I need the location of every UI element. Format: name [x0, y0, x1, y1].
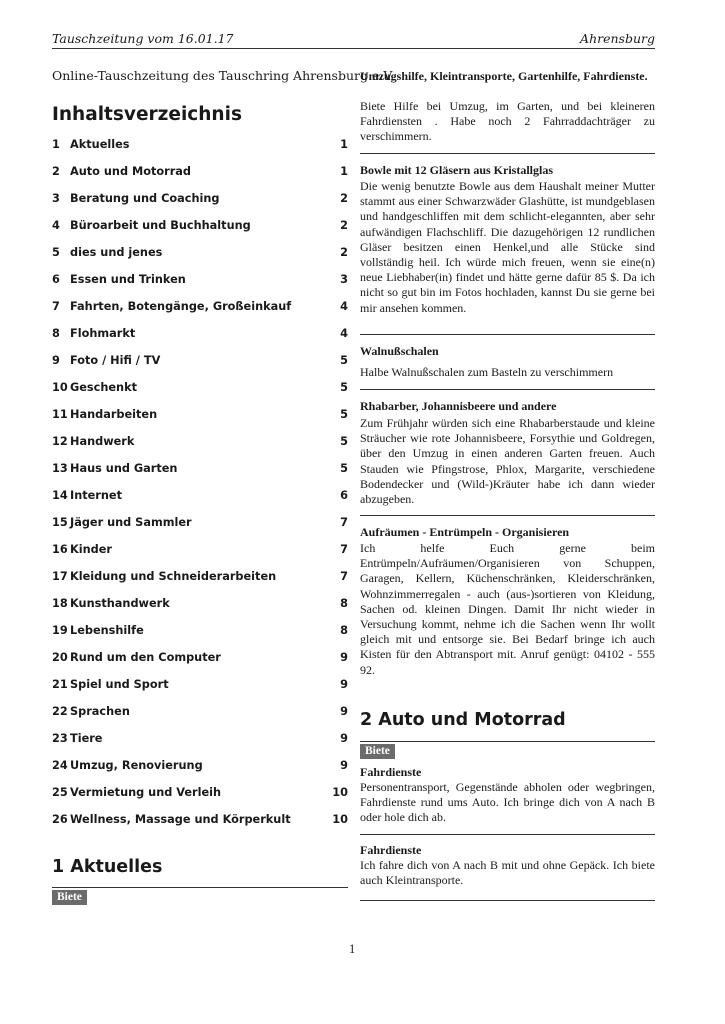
ad-title: Fahrdienste [360, 843, 422, 857]
toc-entry-number: 8 [52, 327, 60, 340]
ad-title: Aufräumen - Entrümpeln - Organisieren [360, 525, 570, 539]
toc-entry-essen[interactable] [52, 272, 348, 299]
toc-entry-label: Vermietung und Verleih [70, 786, 222, 799]
toc-entry-handarbeiten[interactable] [52, 407, 348, 434]
toc-entry-tiere[interactable] [52, 731, 348, 758]
toc-entry-label: Auto und Motorrad [70, 165, 192, 178]
toc-entry-label: Kleidung und Schneiderarbeiten [70, 570, 277, 583]
ad-title: Bowle mit 12 Gläsern aus Kristallglas [360, 163, 553, 177]
toc-heading: Inhaltsverzeichnis [52, 104, 242, 125]
toc-entry-number: 3 [52, 192, 60, 205]
toc-entry-number: 20 [52, 651, 68, 664]
toc-entry-number: 9 [52, 354, 60, 367]
toc-entry-label: Flohmarkt [70, 327, 136, 340]
toc-entry-number: 11 [52, 408, 68, 421]
toc-entry-number: 16 [52, 543, 68, 556]
toc-entry-label: Foto / Hifi / TV [70, 354, 161, 367]
toc-entry-number: 5 [52, 246, 60, 259]
ad-divider [360, 515, 655, 516]
toc-entry-label: Aktuelles [70, 138, 130, 151]
ad-title: Umzugshilfe, Kleintransporte, Gartenhilfe, Fahrdienste. [360, 69, 648, 83]
intro-text: Online-Tauschzeitung des Tauschring Ahrensburg e.V. [52, 68, 395, 83]
toc-entry-label: Tiere [70, 732, 103, 745]
toc-entry-page: 5 [340, 435, 348, 448]
toc-entry-label: Lebenshilfe [70, 624, 144, 637]
toc-entry-kleidung[interactable] [52, 569, 348, 596]
toc-entry-label: Sprachen [70, 705, 130, 718]
ad-divider [360, 153, 655, 154]
ad-body: Zum Frühjahr würden sich eine Rhabarberstaude und kleine Sträucher wie rote Johannisbeere, Forsythie und Goldregen, über den Umzug in einen anderen Garten freuen. Auch Stauden wie Pfingstrose, Phlox, Margarite, verschiedene Bodendecker und (Wild-)Kräuter habe ich dann wieder abzugeben. [360, 416, 655, 507]
toc-entry-geschenkt[interactable] [52, 380, 348, 407]
toc-entry-sprachen[interactable] [52, 704, 348, 731]
toc-entry-bueroarbeit[interactable] [52, 218, 348, 245]
toc-entry-page: 4 [340, 327, 348, 340]
toc-entry-page: 8 [340, 597, 348, 610]
ad-body: Die wenig benutzte Bowle aus dem Haushalt meiner Mutter stammt aus einer Schwarzwäder Glashütte, ist mundgeblasen und handgeschliffen mit dem schlicht-elegannten, aber sehr aufwändigen Flachschliff. Die dazugehörigen 12 rundlichen Gläser besitzen einen Henkel,und alle Stücke sind vollständig heil. Ich würde mich freuen, wenn sie eine(n) neue Liebhaber(in) findet und hätte gerne dafür 85 $. Da ich nicht so gut bin im Fotos hochladen, kannst Du sie gerne bei mir ansehen kommen. [360, 179, 655, 315]
toc-entry-number: 22 [52, 705, 68, 718]
toc-entry-spiel-und-sport[interactable] [52, 677, 348, 704]
offer-badge: Biete [360, 744, 395, 759]
toc-list [52, 137, 348, 839]
toc-entry-label: Haus und Garten [70, 462, 178, 475]
toc-entry-foto[interactable] [52, 353, 348, 380]
ad-body: Biete Hilfe bei Umzug, im Garten, und bei kleineren Fahrdiensten . Habe noch 2 Fahrraddachträger zu verschimmern. [360, 99, 655, 144]
toc-entry-page: 5 [340, 381, 348, 394]
toc-entry-page: 6 [340, 489, 348, 502]
toc-entry-dies-und-jenes[interactable] [52, 245, 348, 272]
toc-entry-flohmarkt[interactable] [52, 326, 348, 353]
section-divider [360, 741, 655, 742]
ad-body: Ich fahre dich von A nach B mit und ohne Gepäck. Ich biete auch Kleintransporte. [360, 858, 655, 888]
ad-divider [360, 834, 655, 835]
ad-divider [360, 900, 655, 901]
ad-divider [360, 389, 655, 390]
toc-entry-page: 4 [340, 300, 348, 313]
toc-entry-label: Rund um den Computer [70, 651, 221, 664]
toc-entry-page: 5 [340, 354, 348, 367]
ad-divider [360, 334, 655, 335]
toc-entry-page: 7 [340, 570, 348, 583]
ad-body: Personentransport, Gegenstände abholen oder wegbringen, Fahrdienste rund ums Auto. Ich bringe dich von A nach B oder hole dich ab. [360, 780, 655, 825]
toc-entry-number: 18 [52, 597, 68, 610]
toc-entry-number: 25 [52, 786, 68, 799]
toc-entry-page: 9 [340, 651, 348, 664]
toc-entry-page: 9 [340, 732, 348, 745]
toc-entry-label: Wellness, Massage und Körperkult [70, 813, 291, 826]
section-heading-auto-und-motorrad: 2 Auto und Motorrad [360, 710, 566, 730]
toc-entry-page: 2 [340, 219, 348, 232]
header-divider [52, 48, 655, 49]
toc-entry-number: 13 [52, 462, 68, 475]
toc-entry-page: 2 [340, 246, 348, 259]
toc-entry-number: 12 [52, 435, 68, 448]
toc-entry-internet[interactable] [52, 488, 348, 515]
toc-entry-label: Spiel und Sport [70, 678, 169, 691]
toc-entry-page: 1 [340, 138, 348, 151]
toc-entry-label: Umzug, Renovierung [70, 759, 203, 772]
toc-entry-lebenshilfe[interactable] [52, 623, 348, 650]
toc-entry-page: 7 [340, 516, 348, 529]
offer-badge: Biete [52, 890, 87, 905]
toc-entry-page: 9 [340, 759, 348, 772]
toc-entry-label: Kinder [70, 543, 112, 556]
toc-entry-number: 7 [52, 300, 60, 313]
ad-title: Fahrdienste [360, 765, 422, 779]
toc-entry-number: 24 [52, 759, 68, 772]
toc-entry-page: 3 [340, 273, 348, 286]
toc-entry-label: Jäger und Sammler [70, 516, 192, 529]
toc-entry-label: Geschenkt [70, 381, 138, 394]
toc-entry-kunsthandwerk[interactable] [52, 596, 348, 623]
ad-title: Walnußschalen [360, 344, 439, 358]
toc-entry-label: Internet [70, 489, 122, 502]
header-title: Tauschzeitung vom 16.01.17 [52, 31, 234, 46]
toc-entry-page: 10 [332, 813, 348, 826]
toc-entry-label: Büroarbeit und Buchhaltung [70, 219, 251, 232]
toc-entry-label: dies und jenes [70, 246, 163, 259]
toc-entry-number: 21 [52, 678, 68, 691]
toc-entry-page: 10 [332, 786, 348, 799]
toc-entry-label: Handwerk [70, 435, 135, 448]
toc-entry-number: 2 [52, 165, 60, 178]
toc-entry-page: 9 [340, 678, 348, 691]
toc-entry-number: 14 [52, 489, 68, 502]
ad-body: Ich helfe Euch gerne beim Entrümpeln/Aufräumen/Organisieren von Schuppen, Garagen, Kellern, Küchenschränken, Kleiderschränken, Wohnzimmerregalen - auch (aus-)sortieren von Kleidung, Sachen od. kleinen Dingen. Damit Ihr nicht wieder in Versuchung kommt, nehme ich die Sachen wenn Ihr wollt gleich mit und entsorge sie. Bei Bedarf bringe ich auch Kisten für den Abtransport mit. Anruf genügt: 04102 - 555 92. [360, 541, 655, 677]
toc-entry-jaeger[interactable] [52, 515, 348, 542]
toc-entry-page: 1 [340, 165, 348, 178]
toc-entry-wellness[interactable] [52, 812, 348, 839]
toc-entry-number: 10 [52, 381, 68, 394]
toc-entry-page: 8 [340, 624, 348, 637]
toc-entry-vermietung[interactable] [52, 785, 348, 812]
toc-entry-label: Essen und Trinken [70, 273, 186, 286]
toc-entry-number: 6 [52, 273, 60, 286]
toc-entry-auto-und-motorrad[interactable] [52, 164, 348, 191]
toc-entry-label: Kunsthandwerk [70, 597, 170, 610]
toc-entry-label: Beratung und Coaching [70, 192, 220, 205]
toc-entry-number: 26 [52, 813, 68, 826]
toc-entry-computer[interactable] [52, 650, 348, 677]
toc-entry-umzug[interactable] [52, 758, 348, 785]
toc-entry-page: 2 [340, 192, 348, 205]
toc-entry-page: 5 [340, 462, 348, 475]
ad-body: Halbe Walnußschalen zum Basteln zu verschimmern [360, 365, 614, 379]
toc-entry-number: 23 [52, 732, 68, 745]
toc-entry-page: 7 [340, 543, 348, 556]
toc-entry-number: 4 [52, 219, 60, 232]
toc-entry-label: Fahrten, Botengänge, Großeinkauf [70, 300, 292, 313]
toc-entry-handwerk[interactable] [52, 434, 348, 461]
toc-entry-number: 17 [52, 570, 68, 583]
section-divider [52, 887, 348, 888]
section-heading-aktuelles: 1 Aktuelles [52, 857, 163, 877]
header-location: Ahrensburg [580, 31, 655, 46]
toc-entry-page: 9 [340, 705, 348, 718]
toc-entry-number: 1 [52, 138, 60, 151]
toc-entry-number: 15 [52, 516, 68, 529]
toc-entry-aktuelles[interactable] [52, 137, 348, 164]
toc-entry-page: 5 [340, 408, 348, 421]
toc-entry-haus-und-garten[interactable] [52, 461, 348, 488]
page-number: 1 [349, 942, 356, 956]
toc-entry-beratung[interactable] [52, 191, 348, 218]
toc-entry-fahrten[interactable] [52, 299, 348, 326]
ad-title: Rhabarber, Johannisbeere und andere [360, 399, 557, 413]
toc-entry-kinder[interactable] [52, 542, 348, 569]
toc-entry-number: 19 [52, 624, 68, 637]
toc-entry-label: Handarbeiten [70, 408, 158, 421]
